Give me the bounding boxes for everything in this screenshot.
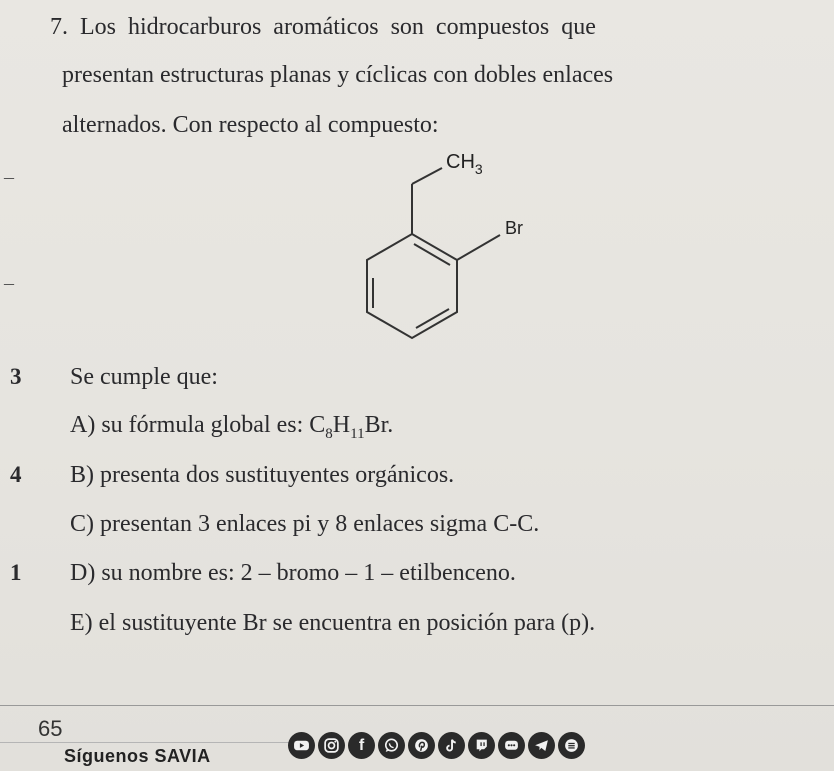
ch3-label: $CH_3$ (446, 151, 483, 177)
footer-divider (0, 705, 834, 706)
option-e[interactable]: E) el sustituyente Br se encuentra en posición para (p). (70, 610, 596, 636)
whatsapp-icon[interactable] (378, 732, 405, 759)
question-line-2: presentan estructuras planas y cíclicas con dobles enlaces (62, 62, 614, 88)
footer-divider-short (0, 742, 300, 743)
option-b[interactable]: B) presenta dos sustituyentes orgánicos. (70, 462, 455, 488)
question-line-3: alternados. Con respecto al compuesto: (62, 112, 439, 138)
twitch-icon[interactable] (468, 732, 495, 759)
question-line-1: 7. Los hidrocarburos aromáticos son compuestos que (50, 14, 596, 40)
option-c[interactable]: C) presentan 3 enlaces pi y 8 enlaces sigma C-C. (70, 511, 540, 537)
option-a[interactable]: A) su fórmula global es: $C_8H_{11}Br$. (70, 412, 394, 442)
pinterest-icon[interactable] (408, 732, 435, 759)
list-icon[interactable] (558, 732, 585, 759)
margin-number-3: 3 (10, 364, 22, 389)
social-icons (288, 732, 585, 759)
margin-number-4: 4 (10, 462, 22, 487)
instagram-icon[interactable] (318, 732, 345, 759)
question-prompt: Se cumple que: (70, 364, 218, 390)
margin-dash: – (4, 272, 14, 294)
tiktok-icon[interactable] (438, 732, 465, 759)
chat-icon[interactable] (498, 732, 525, 759)
page-number: 65 (38, 716, 63, 741)
option-d[interactable]: D) su nombre es: 2 – bromo – 1 – etilbenceno. (70, 560, 516, 586)
telegram-icon[interactable] (528, 732, 555, 759)
br-label: Br (505, 218, 523, 238)
facebook-icon[interactable]: f (348, 732, 375, 759)
margin-dash: – (4, 166, 14, 188)
follow-label: Síguenos SAVIA (64, 746, 211, 766)
margin-number-1: 1 (10, 560, 22, 585)
youtube-icon[interactable] (288, 732, 315, 759)
molecule-structure (350, 138, 560, 348)
